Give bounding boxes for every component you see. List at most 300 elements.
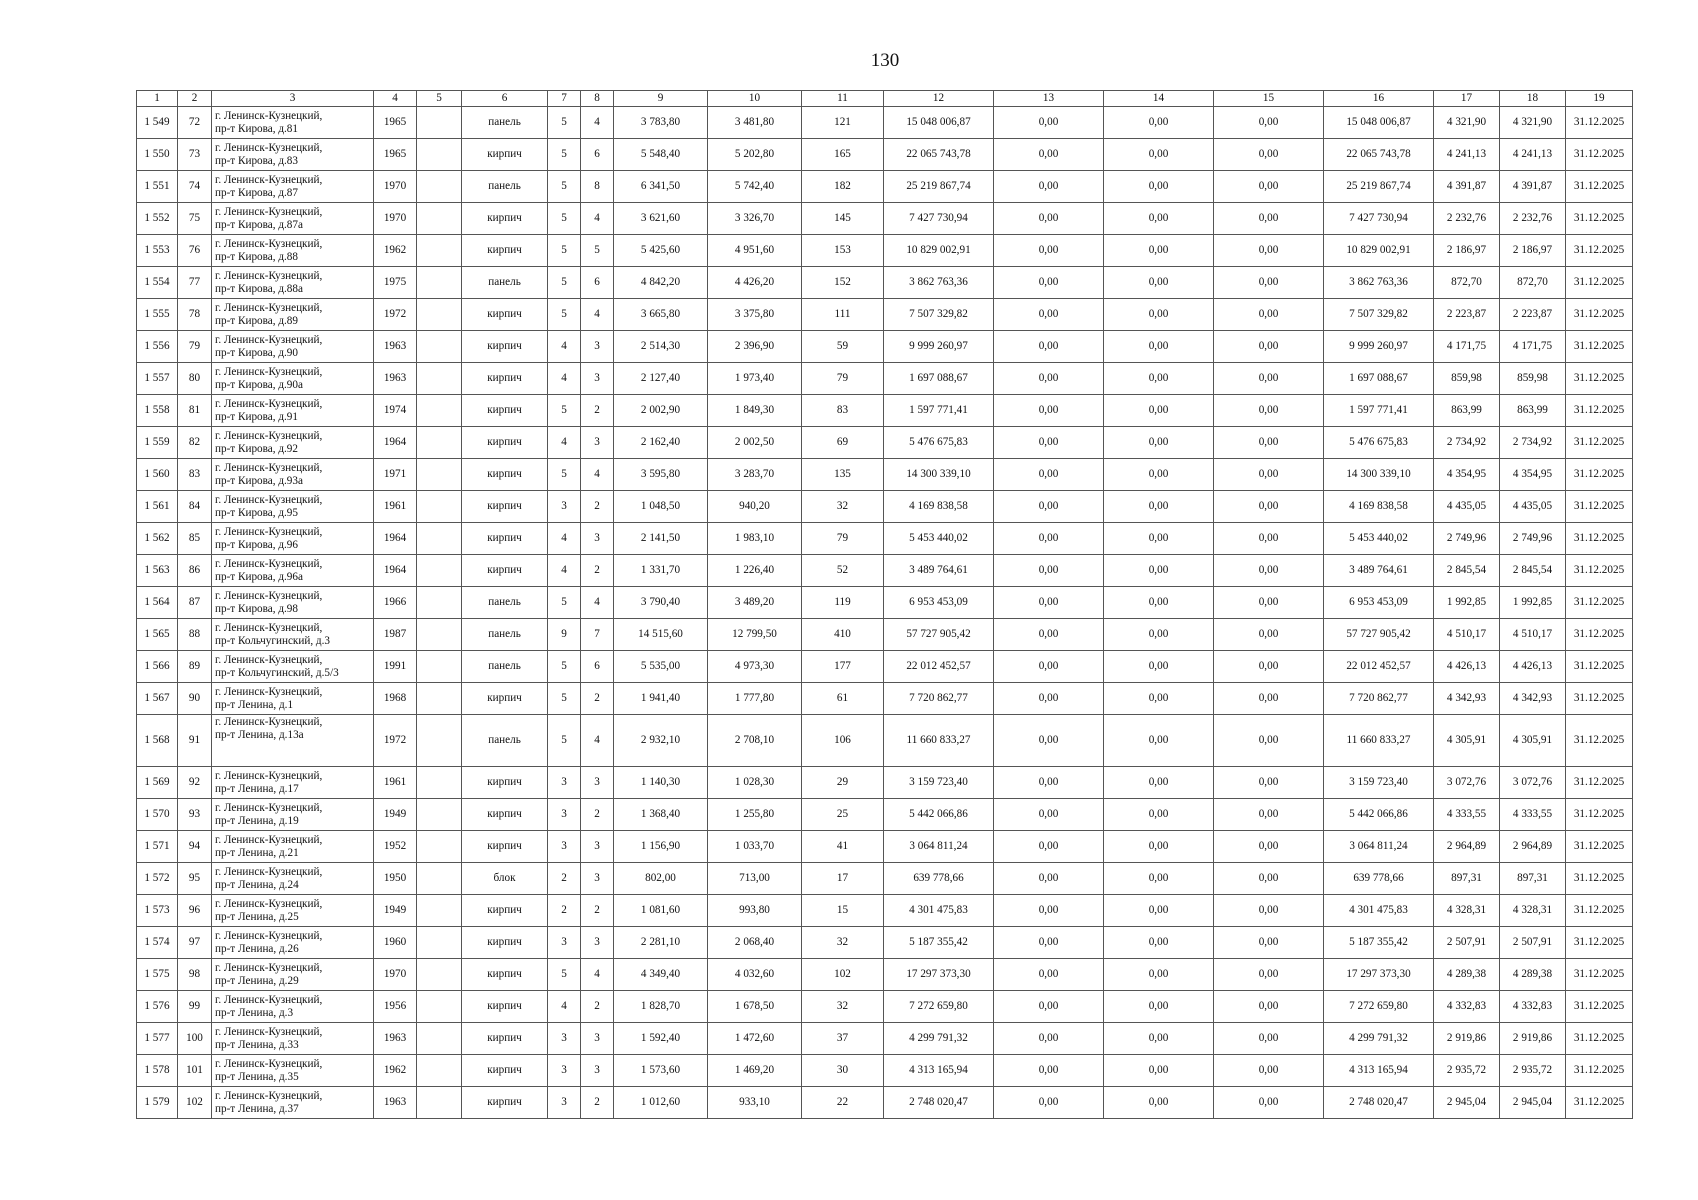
cell-col-15: 0,00 (1214, 651, 1324, 683)
cell-col-10: 713,00 (708, 863, 802, 895)
address-cell (212, 959, 374, 991)
cell-col-14: 0,00 (1104, 587, 1214, 619)
cell-col-16: 7 720 862,77 (1324, 683, 1434, 715)
cell-col-4: 1962 (374, 1055, 417, 1087)
address-street: пр-т Кирова, д.95 (215, 506, 298, 519)
address-street: пр-т Ленина, д.25 (215, 910, 299, 923)
table-row (137, 715, 1633, 767)
cell-col-5 (417, 171, 462, 203)
cell-col-2: 79 (178, 331, 212, 363)
cell-col-17: 4 354,95 (1434, 459, 1500, 491)
cell-col-7: 3 (548, 831, 581, 863)
cell-col-15: 0,00 (1214, 299, 1324, 331)
table-row (137, 927, 1633, 959)
cell-col-2: 96 (178, 895, 212, 927)
cell-col-13: 0,00 (994, 863, 1104, 895)
cell-col-4: 1964 (374, 523, 417, 555)
cell-col-4: 1956 (374, 991, 417, 1023)
cell-col-4: 1968 (374, 683, 417, 715)
address-street: пр-т Ленина, д.33 (215, 1038, 299, 1051)
cell-col-16: 57 727 905,42 (1324, 619, 1434, 651)
cell-col-18: 897,31 (1500, 863, 1566, 895)
cell-col-17: 1 992,85 (1434, 587, 1500, 619)
table-row (137, 459, 1633, 491)
cell-col-10: 3 283,70 (708, 459, 802, 491)
cell-col-17: 2 964,89 (1434, 831, 1500, 863)
address-city: г. Ленинск-Кузнецкий, (215, 1057, 323, 1070)
address-street: пр-т Ленина, д.19 (215, 814, 299, 827)
cell-col-6: кирпич (462, 1023, 548, 1055)
cell-col-7: 5 (548, 683, 581, 715)
cell-col-10: 2 708,10 (708, 715, 802, 767)
cell-col-14: 0,00 (1104, 139, 1214, 171)
cell-col-2: 77 (178, 267, 212, 299)
cell-col-1: 1 566 (137, 651, 178, 683)
address-city: г. Ленинск-Кузнецкий, (215, 397, 323, 410)
address-city: г. Ленинск-Кузнецкий, (215, 801, 323, 814)
cell-col-17: 4 171,75 (1434, 331, 1500, 363)
cell-col-14: 0,00 (1104, 799, 1214, 831)
cell-col-19: 31.12.2025 (1566, 491, 1633, 523)
address-city: г. Ленинск-Кузнецкий, (215, 685, 323, 698)
cell-col-13: 0,00 (994, 927, 1104, 959)
cell-col-18: 3 072,76 (1500, 767, 1566, 799)
cell-col-16: 5 476 675,83 (1324, 427, 1434, 459)
cell-col-11: 83 (802, 395, 884, 427)
cell-col-12: 5 453 440,02 (884, 523, 994, 555)
address-city: г. Ленинск-Кузнецкий, (215, 109, 323, 122)
cell-col-1: 1 555 (137, 299, 178, 331)
address-street: пр-т Кольчугинский, д.3 (215, 634, 331, 647)
cell-col-10: 1 226,40 (708, 555, 802, 587)
cell-col-6: кирпич (462, 927, 548, 959)
cell-col-8: 3 (581, 831, 614, 863)
column-header: 9 (614, 91, 708, 107)
cell-col-13: 0,00 (994, 587, 1104, 619)
table-row (137, 799, 1633, 831)
cell-col-15: 0,00 (1214, 1023, 1324, 1055)
cell-col-10: 1 028,30 (708, 767, 802, 799)
cell-col-11: 79 (802, 523, 884, 555)
cell-col-9: 1 828,70 (614, 991, 708, 1023)
cell-col-4: 1960 (374, 927, 417, 959)
cell-col-14: 0,00 (1104, 107, 1214, 139)
cell-col-5 (417, 683, 462, 715)
table-row (137, 895, 1633, 927)
cell-col-7: 5 (548, 959, 581, 991)
cell-col-6: панель (462, 715, 548, 767)
cell-col-18: 2 945,04 (1500, 1087, 1566, 1119)
cell-col-13: 0,00 (994, 139, 1104, 171)
cell-col-6: кирпич (462, 139, 548, 171)
address-city: г. Ленинск-Кузнецкий, (215, 365, 323, 378)
cell-col-10: 1 777,80 (708, 683, 802, 715)
cell-col-7: 5 (548, 171, 581, 203)
cell-col-6: кирпич (462, 1087, 548, 1119)
cell-col-6: кирпич (462, 299, 548, 331)
cell-col-7: 9 (548, 619, 581, 651)
cell-col-19: 31.12.2025 (1566, 107, 1633, 139)
cell-col-2: 73 (178, 139, 212, 171)
cell-col-9: 3 665,80 (614, 299, 708, 331)
cell-col-5 (417, 331, 462, 363)
cell-col-1: 1 567 (137, 683, 178, 715)
table-row (137, 991, 1633, 1023)
cell-col-15: 0,00 (1214, 831, 1324, 863)
address-cell (212, 651, 374, 683)
cell-col-5 (417, 395, 462, 427)
address-cell (212, 1087, 374, 1119)
cell-col-16: 14 300 339,10 (1324, 459, 1434, 491)
cell-col-15: 0,00 (1214, 267, 1324, 299)
cell-col-17: 2 186,97 (1434, 235, 1500, 267)
cell-col-2: 76 (178, 235, 212, 267)
cell-col-6: кирпич (462, 555, 548, 587)
cell-col-12: 7 507 329,82 (884, 299, 994, 331)
cell-col-11: 102 (802, 959, 884, 991)
cell-col-4: 1963 (374, 1023, 417, 1055)
cell-col-10: 1 678,50 (708, 991, 802, 1023)
table-row (137, 235, 1633, 267)
cell-col-4: 1950 (374, 863, 417, 895)
cell-col-12: 5 476 675,83 (884, 427, 994, 459)
address-street: пр-т Ленина, д.37 (215, 1102, 299, 1115)
address-cell (212, 331, 374, 363)
cell-col-16: 5 187 355,42 (1324, 927, 1434, 959)
address-street: пр-т Кирова, д.88 (215, 250, 298, 263)
cell-col-18: 2 845,54 (1500, 555, 1566, 587)
cell-col-14: 0,00 (1104, 427, 1214, 459)
cell-col-8: 2 (581, 895, 614, 927)
cell-col-14: 0,00 (1104, 395, 1214, 427)
cell-col-7: 5 (548, 235, 581, 267)
cell-col-16: 22 012 452,57 (1324, 651, 1434, 683)
cell-col-11: 32 (802, 927, 884, 959)
address-city: г. Ленинск-Кузнецкий, (215, 897, 323, 910)
cell-col-9: 4 349,40 (614, 959, 708, 991)
address-cell (212, 459, 374, 491)
cell-col-5 (417, 619, 462, 651)
address-city: г. Ленинск-Кузнецкий, (215, 141, 323, 154)
cell-col-16: 1 597 771,41 (1324, 395, 1434, 427)
cell-col-1: 1 553 (137, 235, 178, 267)
cell-col-4: 1965 (374, 139, 417, 171)
address-cell (212, 863, 374, 895)
cell-col-14: 0,00 (1104, 651, 1214, 683)
cell-col-14: 0,00 (1104, 959, 1214, 991)
address-cell (212, 715, 374, 767)
cell-col-7: 3 (548, 767, 581, 799)
cell-col-5 (417, 831, 462, 863)
cell-col-19: 31.12.2025 (1566, 299, 1633, 331)
cell-col-18: 4 435,05 (1500, 491, 1566, 523)
cell-col-18: 4 510,17 (1500, 619, 1566, 651)
cell-col-4: 1961 (374, 491, 417, 523)
address-cell (212, 555, 374, 587)
cell-col-19: 31.12.2025 (1566, 863, 1633, 895)
cell-col-11: 22 (802, 1087, 884, 1119)
table-header (137, 91, 1633, 107)
cell-col-8: 6 (581, 267, 614, 299)
cell-col-11: 17 (802, 863, 884, 895)
cell-col-13: 0,00 (994, 895, 1104, 927)
cell-col-17: 2 935,72 (1434, 1055, 1500, 1087)
cell-col-13: 0,00 (994, 107, 1104, 139)
cell-col-14: 0,00 (1104, 171, 1214, 203)
cell-col-1: 1 572 (137, 863, 178, 895)
cell-col-4: 1963 (374, 363, 417, 395)
cell-col-10: 940,20 (708, 491, 802, 523)
cell-col-1: 1 561 (137, 491, 178, 523)
cell-col-10: 1 469,20 (708, 1055, 802, 1087)
cell-col-8: 3 (581, 1023, 614, 1055)
cell-col-2: 90 (178, 683, 212, 715)
cell-col-11: 111 (802, 299, 884, 331)
cell-col-19: 31.12.2025 (1566, 427, 1633, 459)
cell-col-9: 802,00 (614, 863, 708, 895)
cell-col-15: 0,00 (1214, 459, 1324, 491)
cell-col-7: 3 (548, 799, 581, 831)
cell-col-12: 4 169 838,58 (884, 491, 994, 523)
cell-col-12: 25 219 867,74 (884, 171, 994, 203)
cell-col-1: 1 577 (137, 1023, 178, 1055)
cell-col-5 (417, 523, 462, 555)
cell-col-16: 15 048 006,87 (1324, 107, 1434, 139)
cell-col-12: 7 272 659,80 (884, 991, 994, 1023)
address-street: пр-т Кирова, д.91 (215, 410, 298, 423)
cell-col-18: 4 426,13 (1500, 651, 1566, 683)
cell-col-7: 5 (548, 395, 581, 427)
address-street: пр-т Ленина, д.1 (215, 698, 294, 711)
cell-col-9: 2 162,40 (614, 427, 708, 459)
cell-col-18: 4 332,83 (1500, 991, 1566, 1023)
cell-col-12: 9 999 260,97 (884, 331, 994, 363)
cell-col-18: 4 321,90 (1500, 107, 1566, 139)
cell-col-17: 4 435,05 (1434, 491, 1500, 523)
cell-col-7: 3 (548, 1055, 581, 1087)
cell-col-15: 0,00 (1214, 587, 1324, 619)
cell-col-16: 639 778,66 (1324, 863, 1434, 895)
cell-col-17: 2 749,96 (1434, 523, 1500, 555)
cell-col-4: 1970 (374, 959, 417, 991)
cell-col-4: 1991 (374, 651, 417, 683)
cell-col-7: 3 (548, 1023, 581, 1055)
cell-col-17: 4 305,91 (1434, 715, 1500, 767)
cell-col-12: 3 159 723,40 (884, 767, 994, 799)
cell-col-16: 9 999 260,97 (1324, 331, 1434, 363)
cell-col-14: 0,00 (1104, 831, 1214, 863)
address-street: пр-т Кирова, д.89 (215, 314, 298, 327)
cell-col-18: 2 186,97 (1500, 235, 1566, 267)
cell-col-6: панель (462, 587, 548, 619)
cell-col-12: 22 012 452,57 (884, 651, 994, 683)
cell-col-18: 4 305,91 (1500, 715, 1566, 767)
address-street: пр-т Кирова, д.96а (215, 570, 303, 583)
address-city: г. Ленинск-Кузнецкий, (215, 929, 323, 942)
cell-col-6: кирпич (462, 895, 548, 927)
cell-col-8: 3 (581, 363, 614, 395)
cell-col-10: 3 326,70 (708, 203, 802, 235)
cell-col-16: 5 453 440,02 (1324, 523, 1434, 555)
cell-col-15: 0,00 (1214, 427, 1324, 459)
cell-col-6: кирпич (462, 235, 548, 267)
cell-col-10: 3 375,80 (708, 299, 802, 331)
cell-col-8: 2 (581, 491, 614, 523)
address-street: пр-т Ленина, д.13а (215, 729, 304, 741)
cell-col-16: 11 660 833,27 (1324, 715, 1434, 767)
cell-col-17: 2 734,92 (1434, 427, 1500, 459)
cell-col-7: 4 (548, 427, 581, 459)
cell-col-9: 1 156,90 (614, 831, 708, 863)
cell-col-14: 0,00 (1104, 1087, 1214, 1119)
cell-col-1: 1 570 (137, 799, 178, 831)
cell-col-9: 3 621,60 (614, 203, 708, 235)
cell-col-15: 0,00 (1214, 767, 1324, 799)
cell-col-2: 85 (178, 523, 212, 555)
cell-col-1: 1 551 (137, 171, 178, 203)
cell-col-15: 0,00 (1214, 523, 1324, 555)
table-row (137, 523, 1633, 555)
cell-col-11: 152 (802, 267, 884, 299)
table-row (137, 619, 1633, 651)
column-number-row (137, 91, 1633, 107)
cell-col-12: 14 300 339,10 (884, 459, 994, 491)
cell-col-19: 31.12.2025 (1566, 767, 1633, 799)
table-row (137, 363, 1633, 395)
cell-col-9: 2 002,90 (614, 395, 708, 427)
cell-col-1: 1 558 (137, 395, 178, 427)
cell-col-4: 1987 (374, 619, 417, 651)
cell-col-8: 4 (581, 459, 614, 491)
cell-col-10: 1 849,30 (708, 395, 802, 427)
cell-col-17: 2 232,76 (1434, 203, 1500, 235)
cell-col-1: 1 563 (137, 555, 178, 587)
cell-col-16: 22 065 743,78 (1324, 139, 1434, 171)
cell-col-15: 0,00 (1214, 203, 1324, 235)
cell-col-5 (417, 1055, 462, 1087)
cell-col-5 (417, 767, 462, 799)
cell-col-9: 1 368,40 (614, 799, 708, 831)
cell-col-14: 0,00 (1104, 895, 1214, 927)
cell-col-12: 15 048 006,87 (884, 107, 994, 139)
cell-col-18: 2 935,72 (1500, 1055, 1566, 1087)
column-header: 7 (548, 91, 581, 107)
cell-col-12: 57 727 905,42 (884, 619, 994, 651)
cell-col-10: 1 255,80 (708, 799, 802, 831)
address-cell (212, 799, 374, 831)
cell-col-19: 31.12.2025 (1566, 331, 1633, 363)
address-city: г. Ленинск-Кузнецкий, (215, 237, 323, 250)
cell-col-8: 2 (581, 799, 614, 831)
cell-col-13: 0,00 (994, 363, 1104, 395)
cell-col-10: 2 002,50 (708, 427, 802, 459)
cell-col-1: 1 552 (137, 203, 178, 235)
cell-col-11: 145 (802, 203, 884, 235)
table-row (137, 555, 1633, 587)
cell-col-6: панель (462, 651, 548, 683)
cell-col-4: 1964 (374, 555, 417, 587)
cell-col-12: 6 953 453,09 (884, 587, 994, 619)
cell-col-2: 87 (178, 587, 212, 619)
cell-col-11: 61 (802, 683, 884, 715)
table-row (137, 491, 1633, 523)
cell-col-14: 0,00 (1104, 459, 1214, 491)
cell-col-1: 1 578 (137, 1055, 178, 1087)
cell-col-7: 5 (548, 715, 581, 767)
cell-col-8: 3 (581, 427, 614, 459)
cell-col-12: 639 778,66 (884, 863, 994, 895)
cell-col-6: кирпич (462, 991, 548, 1023)
cell-col-19: 31.12.2025 (1566, 1023, 1633, 1055)
cell-col-4: 1974 (374, 395, 417, 427)
address-city: г. Ленинск-Кузнецкий, (215, 461, 323, 474)
cell-col-6: блок (462, 863, 548, 895)
cell-col-2: 93 (178, 799, 212, 831)
cell-col-4: 1962 (374, 235, 417, 267)
cell-col-8: 6 (581, 139, 614, 171)
cell-col-7: 5 (548, 459, 581, 491)
cell-col-6: кирпич (462, 683, 548, 715)
cell-col-7: 4 (548, 363, 581, 395)
cell-col-10: 12 799,50 (708, 619, 802, 651)
table-row (137, 395, 1633, 427)
cell-col-9: 1 081,60 (614, 895, 708, 927)
cell-col-11: 182 (802, 171, 884, 203)
column-header: 1 (137, 91, 178, 107)
cell-col-2: 100 (178, 1023, 212, 1055)
cell-col-9: 4 842,20 (614, 267, 708, 299)
cell-col-14: 0,00 (1104, 203, 1214, 235)
cell-col-13: 0,00 (994, 235, 1104, 267)
cell-col-18: 4 391,87 (1500, 171, 1566, 203)
cell-col-7: 4 (548, 523, 581, 555)
cell-col-1: 1 560 (137, 459, 178, 491)
cell-col-16: 7 507 329,82 (1324, 299, 1434, 331)
cell-col-18: 1 992,85 (1500, 587, 1566, 619)
cell-col-9: 1 048,50 (614, 491, 708, 523)
cell-col-2: 74 (178, 171, 212, 203)
cell-col-5 (417, 491, 462, 523)
table-row (137, 139, 1633, 171)
cell-col-9: 1 573,60 (614, 1055, 708, 1087)
address-street: пр-т Кирова, д.96 (215, 538, 298, 551)
cell-col-16: 7 272 659,80 (1324, 991, 1434, 1023)
cell-col-11: 59 (802, 331, 884, 363)
cell-col-4: 1966 (374, 587, 417, 619)
cell-col-5 (417, 235, 462, 267)
cell-col-16: 6 953 453,09 (1324, 587, 1434, 619)
cell-col-7: 5 (548, 651, 581, 683)
address-cell (212, 895, 374, 927)
cell-col-10: 993,80 (708, 895, 802, 927)
address-city: г. Ленинск-Кузнецкий, (215, 525, 323, 538)
address-cell (212, 619, 374, 651)
cell-col-13: 0,00 (994, 683, 1104, 715)
cell-col-1: 1 559 (137, 427, 178, 459)
cell-col-14: 0,00 (1104, 299, 1214, 331)
address-cell (212, 427, 374, 459)
cell-col-19: 31.12.2025 (1566, 991, 1633, 1023)
cell-col-5 (417, 459, 462, 491)
cell-col-10: 5 742,40 (708, 171, 802, 203)
address-street: пр-т Кирова, д.93а (215, 474, 303, 487)
cell-col-19: 31.12.2025 (1566, 1055, 1633, 1087)
cell-col-11: 15 (802, 895, 884, 927)
cell-col-8: 2 (581, 991, 614, 1023)
cell-col-17: 2 223,87 (1434, 299, 1500, 331)
cell-col-12: 3 064 811,24 (884, 831, 994, 863)
cell-col-8: 2 (581, 683, 614, 715)
